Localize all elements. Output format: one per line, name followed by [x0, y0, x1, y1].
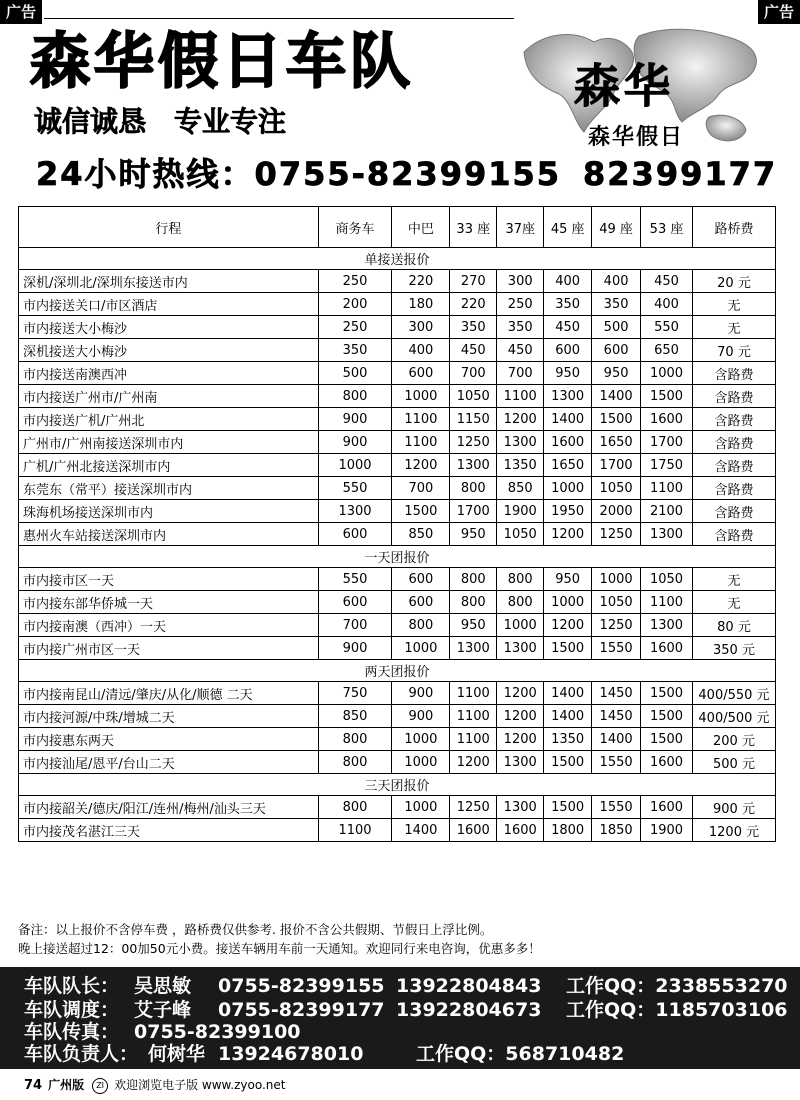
brand-slogan [34, 104, 286, 140]
price-cell: 1500 [592, 408, 641, 431]
table-row [19, 568, 776, 591]
route-cell: 市内接送关口/市区酒店 [19, 293, 319, 316]
price-cell: 1600 [641, 637, 693, 660]
price-cell: 1100 [450, 705, 497, 728]
price-cell: 200 元 [692, 728, 775, 751]
route-cell: 深机接送大小梅沙 [19, 339, 319, 362]
price-cell: 800 [318, 751, 392, 774]
contact-row-dispatch [24, 999, 788, 1021]
table-row [19, 500, 776, 523]
price-cell: 450 [450, 339, 497, 362]
price-cell: 250 [318, 270, 392, 293]
price-cell: 1000 [392, 385, 450, 408]
price-cell: 1100 [641, 477, 693, 500]
price-cell: 1300 [497, 796, 544, 819]
price-cell: 1500 [544, 637, 592, 660]
price-cell: 1200 [544, 523, 592, 546]
price-cell: 1850 [592, 819, 641, 842]
logo-subtitle: 森华假日 [588, 124, 685, 150]
price-cell: 1600 [641, 751, 693, 774]
price-cell: 1450 [592, 705, 641, 728]
section-header-row [19, 774, 776, 796]
price-cell: 450 [497, 339, 544, 362]
price-cell: 1300 [641, 614, 693, 637]
table-row [19, 682, 776, 705]
price-cell: 1000 [497, 614, 544, 637]
price-cell: 400 [544, 270, 592, 293]
price-cell: 800 [318, 728, 392, 751]
hotline-label: 24小时热线： [36, 155, 255, 193]
route-cell: 市内接南澳（西冲）一天 [19, 614, 319, 637]
price-cell: 500 [592, 316, 641, 339]
price-cell: 1400 [544, 705, 592, 728]
price-cell: 220 [392, 270, 450, 293]
price-cell: 1000 [392, 728, 450, 751]
price-cell: 250 [318, 316, 392, 339]
price-cell: 1150 [450, 408, 497, 431]
header-cell: 53 座 [641, 207, 693, 248]
price-cell: 1200 [497, 705, 544, 728]
contact-phone: 0755-82399155 [218, 975, 385, 997]
section-title: 一天团报价 [19, 546, 776, 568]
table-row [19, 637, 776, 660]
price-cell: 1700 [641, 431, 693, 454]
header-cell: 37座 [497, 207, 544, 248]
price-cell: 70 元 [692, 339, 775, 362]
price-cell: 1000 [318, 454, 392, 477]
price-cell: 1050 [592, 591, 641, 614]
price-cell: 600 [392, 568, 450, 591]
price-cell: 1000 [592, 568, 641, 591]
price-cell: 900 [392, 705, 450, 728]
section-header-row [19, 546, 776, 568]
price-cell: 350 [450, 316, 497, 339]
slogan-part-2: 专业专注 [174, 105, 287, 138]
price-cell: 950 [592, 362, 641, 385]
price-table-body [19, 248, 776, 842]
price-cell: 950 [544, 362, 592, 385]
price-cell: 1350 [497, 454, 544, 477]
contact-mobile: 13922804843 [396, 975, 542, 997]
price-cell: 1200 [392, 454, 450, 477]
route-cell: 市内接南昆山/清远/肇庆/从化/顺德 二天 [19, 682, 319, 705]
price-cell: 350 [497, 316, 544, 339]
price-cell: 1900 [497, 500, 544, 523]
price-cell: 2000 [592, 500, 641, 523]
table-row [19, 293, 776, 316]
price-cell: 1300 [497, 637, 544, 660]
table-row [19, 796, 776, 819]
price-cell: 1050 [497, 523, 544, 546]
price-cell: 800 [450, 568, 497, 591]
price-cell: 1500 [641, 385, 693, 408]
price-cell: 1500 [641, 705, 693, 728]
price-cell: 400 [392, 339, 450, 362]
section-title: 三天团报价 [19, 774, 776, 796]
price-cell: 1050 [592, 477, 641, 500]
company-logo [514, 22, 764, 154]
price-cell: 200 [318, 293, 392, 316]
price-cell: 含路费 [692, 362, 775, 385]
price-cell: 900 [318, 637, 392, 660]
price-cell: 1050 [641, 568, 693, 591]
contact-label: 车队调度： [24, 999, 120, 1021]
price-cell: 800 [450, 591, 497, 614]
price-cell: 800 [497, 591, 544, 614]
price-cell: 700 [450, 362, 497, 385]
price-cell: 900 [318, 408, 392, 431]
table-row [19, 751, 776, 774]
price-cell: 1000 [392, 637, 450, 660]
price-cell: 850 [318, 705, 392, 728]
route-cell: 广州市/广州南接送深圳市内 [19, 431, 319, 454]
price-cell: 1700 [592, 454, 641, 477]
price-cell: 1000 [544, 591, 592, 614]
price-cell: 1500 [544, 796, 592, 819]
contact-mobile: 13922804673 [396, 999, 542, 1021]
slogan-part-1: 诚信诚恳 [34, 105, 147, 138]
price-cell: 1000 [641, 362, 693, 385]
price-cell: 220 [450, 293, 497, 316]
price-cell: 1200 元 [692, 819, 775, 842]
price-cell: 600 [318, 523, 392, 546]
contact-phone: 0755-82399177 [218, 999, 385, 1021]
price-cell: 500 [318, 362, 392, 385]
logo-wordmark: 森华 [574, 59, 674, 113]
contact-name: 何树华 [148, 1043, 206, 1065]
price-cell: 700 [392, 477, 450, 500]
price-cell: 1100 [392, 408, 450, 431]
price-cell: 600 [592, 339, 641, 362]
contact-phone: 0755-82399100 [134, 1021, 301, 1043]
price-cell: 1200 [450, 751, 497, 774]
top-divider [44, 18, 514, 19]
header-cell: 45 座 [544, 207, 592, 248]
table-row [19, 477, 776, 500]
price-cell: 1650 [544, 454, 592, 477]
price-cell: 1100 [392, 431, 450, 454]
price-cell: 1750 [641, 454, 693, 477]
table-row [19, 819, 776, 842]
header-cell: 路桥费 [692, 207, 775, 248]
route-cell: 市内接惠东两天 [19, 728, 319, 751]
price-cell: 1250 [450, 431, 497, 454]
price-cell: 1400 [544, 408, 592, 431]
price-cell: 1300 [450, 454, 497, 477]
table-row [19, 705, 776, 728]
price-cell: 1400 [592, 385, 641, 408]
table-row [19, 385, 776, 408]
price-cell: 1000 [544, 477, 592, 500]
table-row [19, 614, 776, 637]
price-cell: 1450 [592, 682, 641, 705]
note-line: 备注：以上报价不含停车费 ，路桥费仅供参考. 报价不含公共假期、节假日上浮比例。 [18, 922, 493, 937]
price-cell: 含路费 [692, 523, 775, 546]
price-cell: 1550 [592, 751, 641, 774]
price-cell: 1100 [641, 591, 693, 614]
route-cell: 深机/深圳北/深圳东接送市内 [19, 270, 319, 293]
header-cell: 中巴 [392, 207, 450, 248]
price-cell: 850 [392, 523, 450, 546]
price-cell: 1700 [450, 500, 497, 523]
route-cell: 市内接送大小梅沙 [19, 316, 319, 339]
price-cell: 无 [692, 316, 775, 339]
route-cell: 市内接茂名湛江三天 [19, 819, 319, 842]
price-cell: 1250 [450, 796, 497, 819]
hotline-number-2: 82399177 [583, 155, 778, 193]
note-line: 晚上接送超过12：00加50元小费。接送车辆用车前一天通知。欢迎同行来电咨询，优惠多多！ [18, 941, 541, 956]
table-row [19, 523, 776, 546]
ad-label-right: 广告 [758, 0, 800, 24]
price-cell: 1100 [450, 682, 497, 705]
route-cell: 市内接市区一天 [19, 568, 319, 591]
contact-qq: 工作QQ：2338553270 [566, 975, 788, 997]
price-cell: 550 [318, 477, 392, 500]
price-cell: 1550 [592, 637, 641, 660]
price-cell: 1950 [544, 500, 592, 523]
price-cell: 1300 [497, 751, 544, 774]
price-cell: 600 [392, 591, 450, 614]
page-number: 74 [24, 1078, 43, 1093]
price-cell: 无 [692, 293, 775, 316]
price-cell: 1300 [641, 523, 693, 546]
header-cell: 商务车 [318, 207, 392, 248]
price-cell: 550 [318, 568, 392, 591]
price-cell: 1400 [544, 682, 592, 705]
hotline [36, 152, 777, 196]
table-row [19, 454, 776, 477]
contact-name: 艾子峰 [134, 999, 192, 1021]
price-cell: 300 [497, 270, 544, 293]
route-cell: 市内接韶关/德庆/阳江/连州/梅州/汕头三天 [19, 796, 319, 819]
price-cell: 700 [497, 362, 544, 385]
price-cell: 600 [544, 339, 592, 362]
price-cell: 350 [592, 293, 641, 316]
price-cell: 350 [544, 293, 592, 316]
route-cell: 市内接送广州市/广州南 [19, 385, 319, 408]
price-cell: 900 [318, 431, 392, 454]
price-cell: 1200 [497, 728, 544, 751]
price-cell: 1600 [450, 819, 497, 842]
contact-row-captain [24, 975, 788, 997]
brand-title: 森华假日车队 [30, 27, 414, 97]
price-cell: 350 [318, 339, 392, 362]
contact-qq: 工作QQ：1185703106 [566, 999, 788, 1021]
price-cell: 含路费 [692, 431, 775, 454]
price-cell: 1400 [392, 819, 450, 842]
price-cell: 1500 [641, 728, 693, 751]
table-row [19, 316, 776, 339]
header-cell: 49 座 [592, 207, 641, 248]
route-cell: 市内接送广机/广州北 [19, 408, 319, 431]
table-row [19, 591, 776, 614]
price-cell: 1250 [592, 523, 641, 546]
price-cell: 1200 [497, 682, 544, 705]
price-cell: 800 [450, 477, 497, 500]
section-title: 两天团报价 [19, 660, 776, 682]
price-cell: 950 [450, 614, 497, 637]
route-cell: 市内接东部华侨城一天 [19, 591, 319, 614]
route-cell: 市内接河源/中珠/增城二天 [19, 705, 319, 728]
footer-link-text[interactable]: 欢迎浏览电子版 www.zyoo.net [114, 1078, 286, 1092]
price-cell: 900 [392, 682, 450, 705]
price-cell: 1050 [450, 385, 497, 408]
price-cell: 600 [392, 362, 450, 385]
price-cell: 含路费 [692, 477, 775, 500]
price-cell: 1300 [318, 500, 392, 523]
notes [18, 920, 778, 958]
price-cell: 1600 [497, 819, 544, 842]
price-table [18, 206, 776, 842]
contact-row-fax [24, 1021, 301, 1043]
price-cell: 900 元 [692, 796, 775, 819]
table-row [19, 728, 776, 751]
price-cell: 1100 [318, 819, 392, 842]
price-cell: 2100 [641, 500, 693, 523]
table-row [19, 408, 776, 431]
price-cell: 300 [392, 316, 450, 339]
price-cell: 950 [450, 523, 497, 546]
price-cell: 1500 [392, 500, 450, 523]
table-row [19, 339, 776, 362]
zi-logo-icon: ZI [92, 1078, 108, 1094]
section-header-row [19, 248, 776, 270]
contact-phone: 13924678010 [218, 1043, 364, 1065]
route-cell: 市内接汕尾/恩平/台山二天 [19, 751, 319, 774]
price-cell: 550 [641, 316, 693, 339]
contact-label: 车队队长： [24, 975, 120, 997]
price-cell: 1550 [592, 796, 641, 819]
header-cell: 行程 [19, 207, 319, 248]
price-cell: 1250 [592, 614, 641, 637]
contact-name: 吴思敏 [134, 975, 192, 997]
price-cell: 180 [392, 293, 450, 316]
price-cell: 250 [497, 293, 544, 316]
price-cell: 1600 [641, 796, 693, 819]
table-row [19, 270, 776, 293]
ad-label-left: 广告 [0, 0, 42, 24]
price-cell: 含路费 [692, 408, 775, 431]
price-cell: 无 [692, 591, 775, 614]
price-cell: 800 [497, 568, 544, 591]
route-cell: 市内接送南澳西冲 [19, 362, 319, 385]
price-cell: 850 [497, 477, 544, 500]
contact-label: 车队传真： [24, 1021, 120, 1043]
price-cell: 650 [641, 339, 693, 362]
price-cell: 1900 [641, 819, 693, 842]
price-cell: 1100 [450, 728, 497, 751]
price-cell: 350 元 [692, 637, 775, 660]
price-cell: 800 [318, 385, 392, 408]
price-cell: 80 元 [692, 614, 775, 637]
price-cell: 450 [544, 316, 592, 339]
contact-panel [0, 967, 800, 1069]
price-cell: 600 [318, 591, 392, 614]
price-cell: 1500 [544, 751, 592, 774]
price-cell: 1350 [544, 728, 592, 751]
price-cell: 1500 [641, 682, 693, 705]
route-cell: 惠州火车站接送深圳市内 [19, 523, 319, 546]
price-cell: 含路费 [692, 385, 775, 408]
price-cell: 1400 [592, 728, 641, 751]
price-cell: 400/500 元 [692, 705, 775, 728]
price-cell: 1000 [392, 796, 450, 819]
price-cell: 含路费 [692, 500, 775, 523]
price-cell: 1200 [497, 408, 544, 431]
contact-row-manager [24, 1043, 624, 1065]
price-cell: 950 [544, 568, 592, 591]
price-cell: 700 [318, 614, 392, 637]
price-cell: 450 [641, 270, 693, 293]
page-footer [24, 1077, 285, 1094]
section-title: 单接送报价 [19, 248, 776, 270]
route-cell: 市内接广州市区一天 [19, 637, 319, 660]
price-cell: 750 [318, 682, 392, 705]
route-cell: 东莞东（常平）接送深圳市内 [19, 477, 319, 500]
contact-qq: 工作QQ：568710482 [416, 1043, 625, 1065]
price-cell: 270 [450, 270, 497, 293]
price-cell: 1300 [450, 637, 497, 660]
table-row [19, 362, 776, 385]
price-cell: 1200 [544, 614, 592, 637]
price-cell: 1100 [497, 385, 544, 408]
price-cell: 20 元 [692, 270, 775, 293]
table-row [19, 431, 776, 454]
price-cell: 400 [641, 293, 693, 316]
price-cell: 含路费 [692, 454, 775, 477]
route-cell: 珠海机场接送深圳市内 [19, 500, 319, 523]
price-cell: 1600 [544, 431, 592, 454]
price-cell: 1800 [544, 819, 592, 842]
price-cell: 1300 [497, 431, 544, 454]
contact-label: 车队负责人： [24, 1043, 139, 1065]
price-cell: 400/550 元 [692, 682, 775, 705]
price-cell: 400 [592, 270, 641, 293]
header-cell: 33 座 [450, 207, 497, 248]
route-cell: 广机/广州北接送深圳市内 [19, 454, 319, 477]
edition-label: 广州版 [48, 1078, 85, 1092]
price-cell: 800 [318, 796, 392, 819]
table-header-row [19, 207, 776, 248]
price-cell: 1000 [392, 751, 450, 774]
price-cell: 500 元 [692, 751, 775, 774]
price-cell: 1650 [592, 431, 641, 454]
price-cell: 1600 [641, 408, 693, 431]
hotline-number-1: 0755-82399155 [254, 155, 562, 193]
section-header-row [19, 660, 776, 682]
price-cell: 800 [392, 614, 450, 637]
price-cell: 无 [692, 568, 775, 591]
price-cell: 1300 [544, 385, 592, 408]
